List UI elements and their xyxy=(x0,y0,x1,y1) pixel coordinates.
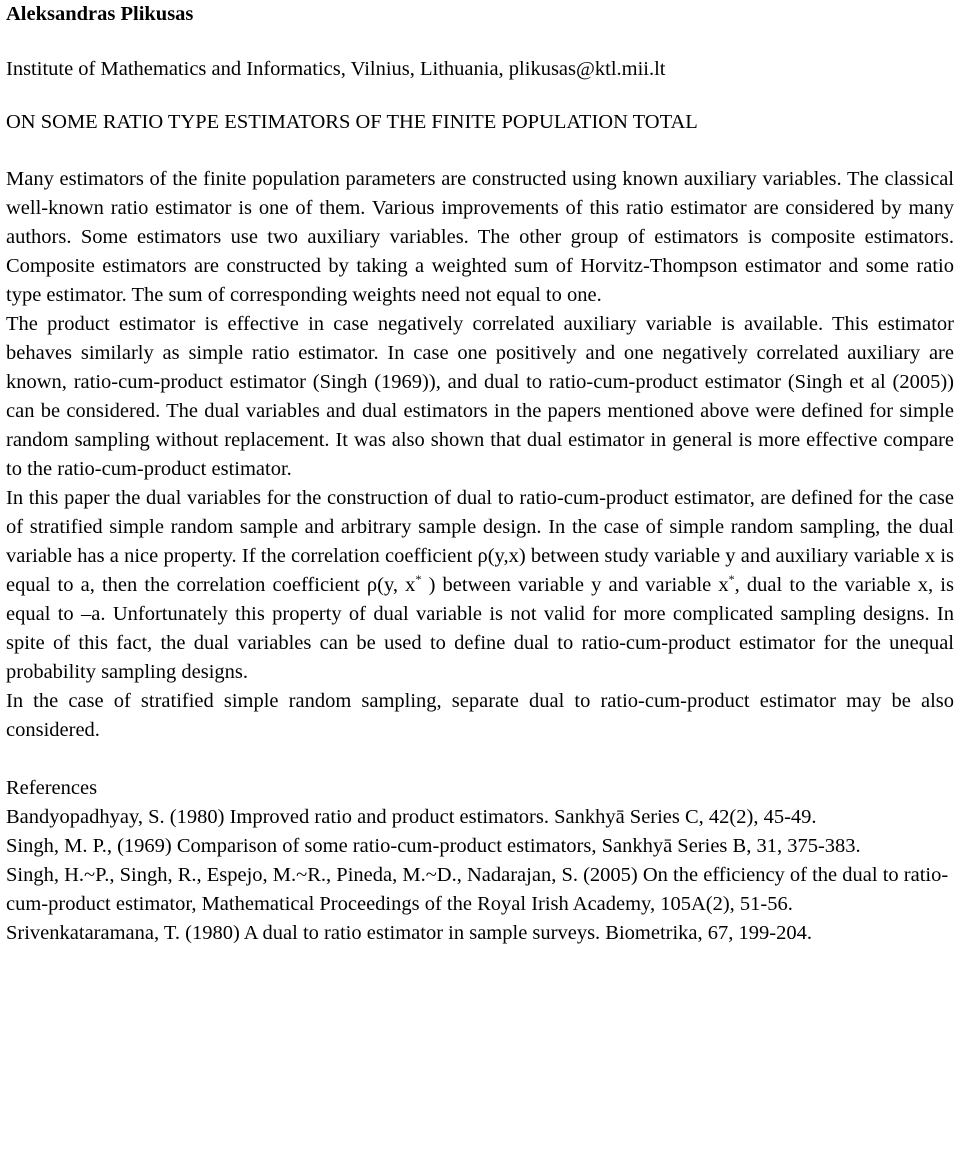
reference-item: Singh, H.~P., Singh, R., Espejo, M.~R., Pineda, M.~D., Nadarajan, S. (2005) On the efficiency of the dual to ratio-cum-product estimator, Mathematical Proceedings of the Royal Irish Academy, 105A(2), 51-56. xyxy=(6,864,949,915)
reference-item: Bandyopadhyay, S. (1980) Improved ratio and product estimators. Sankhyā Series C, 42(2), 45-49. xyxy=(6,806,817,828)
abstract-paragraph-4: In the case of stratified simple random sampling, separate dual to ratio-cum-product estimator may be also considered. xyxy=(6,690,954,741)
author-affiliation: Institute of Mathematics and Informatics, Vilnius, Lithuania, plikusas@ktl.mii.lt xyxy=(6,58,666,80)
abstract-paragraph-1: Many estimators of the finite population parameters are constructed using known auxiliary variables. The classical well-known ratio estimator is one of them. Various improvements of this ratio estimator are considered by many authors. Some estimators use two auxiliary variables. The other group of estimators is composite estimators. Composite estimators are constructed by taking a weighted sum of Horvitz-Thompson estimator and some ratio type estimator. The sum of corresponding weights need not equal to one. xyxy=(6,168,954,306)
dual-variable-superscript-2: * xyxy=(728,572,735,586)
abstract xyxy=(6,137,954,745)
reference-item: Singh, M. P., (1969) Comparison of some ratio-cum-product estimators, Sankhyā Series B, 31, 375-383. xyxy=(6,835,861,857)
abstract-paragraph-3 xyxy=(6,484,954,687)
dual-variable-superscript-1: * xyxy=(415,572,422,586)
abstract-paragraph-2: The product estimator is effective in case negatively correlated auxiliary variable is available. This estimator behaves similarly as simple ratio estimator. In case one positively and one negatively correlated auxiliary are known, ratio-cum-product estimator (Singh (1969)), and dual to ratio-cum-product estimator (Singh et al (2005)) can be considered. The dual variables and dual estimators in the papers mentioned above were defined for simple random sampling without replacement. It was also shown that dual estimator in general is more effective compare to the ratio-cum-product estimator. xyxy=(6,313,954,480)
abstract-paragraph-3-part-b: ) between variable y and variable x xyxy=(421,574,729,596)
abstract-paragraph-3-part-c: , dual to the variable x, is equal to –a. Unfortunately this property of dual variable is not valid for more complicated sampling designs. In spite of this fact, the dual variables can be used to define dual to ratio-cum-product estimator for the unequal probability sampling designs. xyxy=(6,574,954,683)
paper-title: ON SOME RATIO TYPE ESTIMATORS OF THE FINITE POPULATION TOTAL xyxy=(6,111,698,133)
abstract-paragraph-3-part-a: In this paper the dual variables for the construction of dual to ratio-cum-product estimator, are defined for the case of stratified simple random sample and arbitrary sample design. In the case of simple random sampling, the dual variable has a nice property. If the correlation coefficient ρ(y,x) between study variable y and auxiliary variable x is equal to a, then the correlation coefficient ρ(y, x xyxy=(6,487,954,596)
references-list xyxy=(6,803,954,948)
author-name: Aleksandras Plikusas xyxy=(6,3,194,25)
references-heading: References xyxy=(6,777,98,799)
reference-item: Srivenkataramana, T. (1980) A dual to ratio estimator in sample surveys. Biometrika, 67, 199-204. xyxy=(6,922,812,944)
